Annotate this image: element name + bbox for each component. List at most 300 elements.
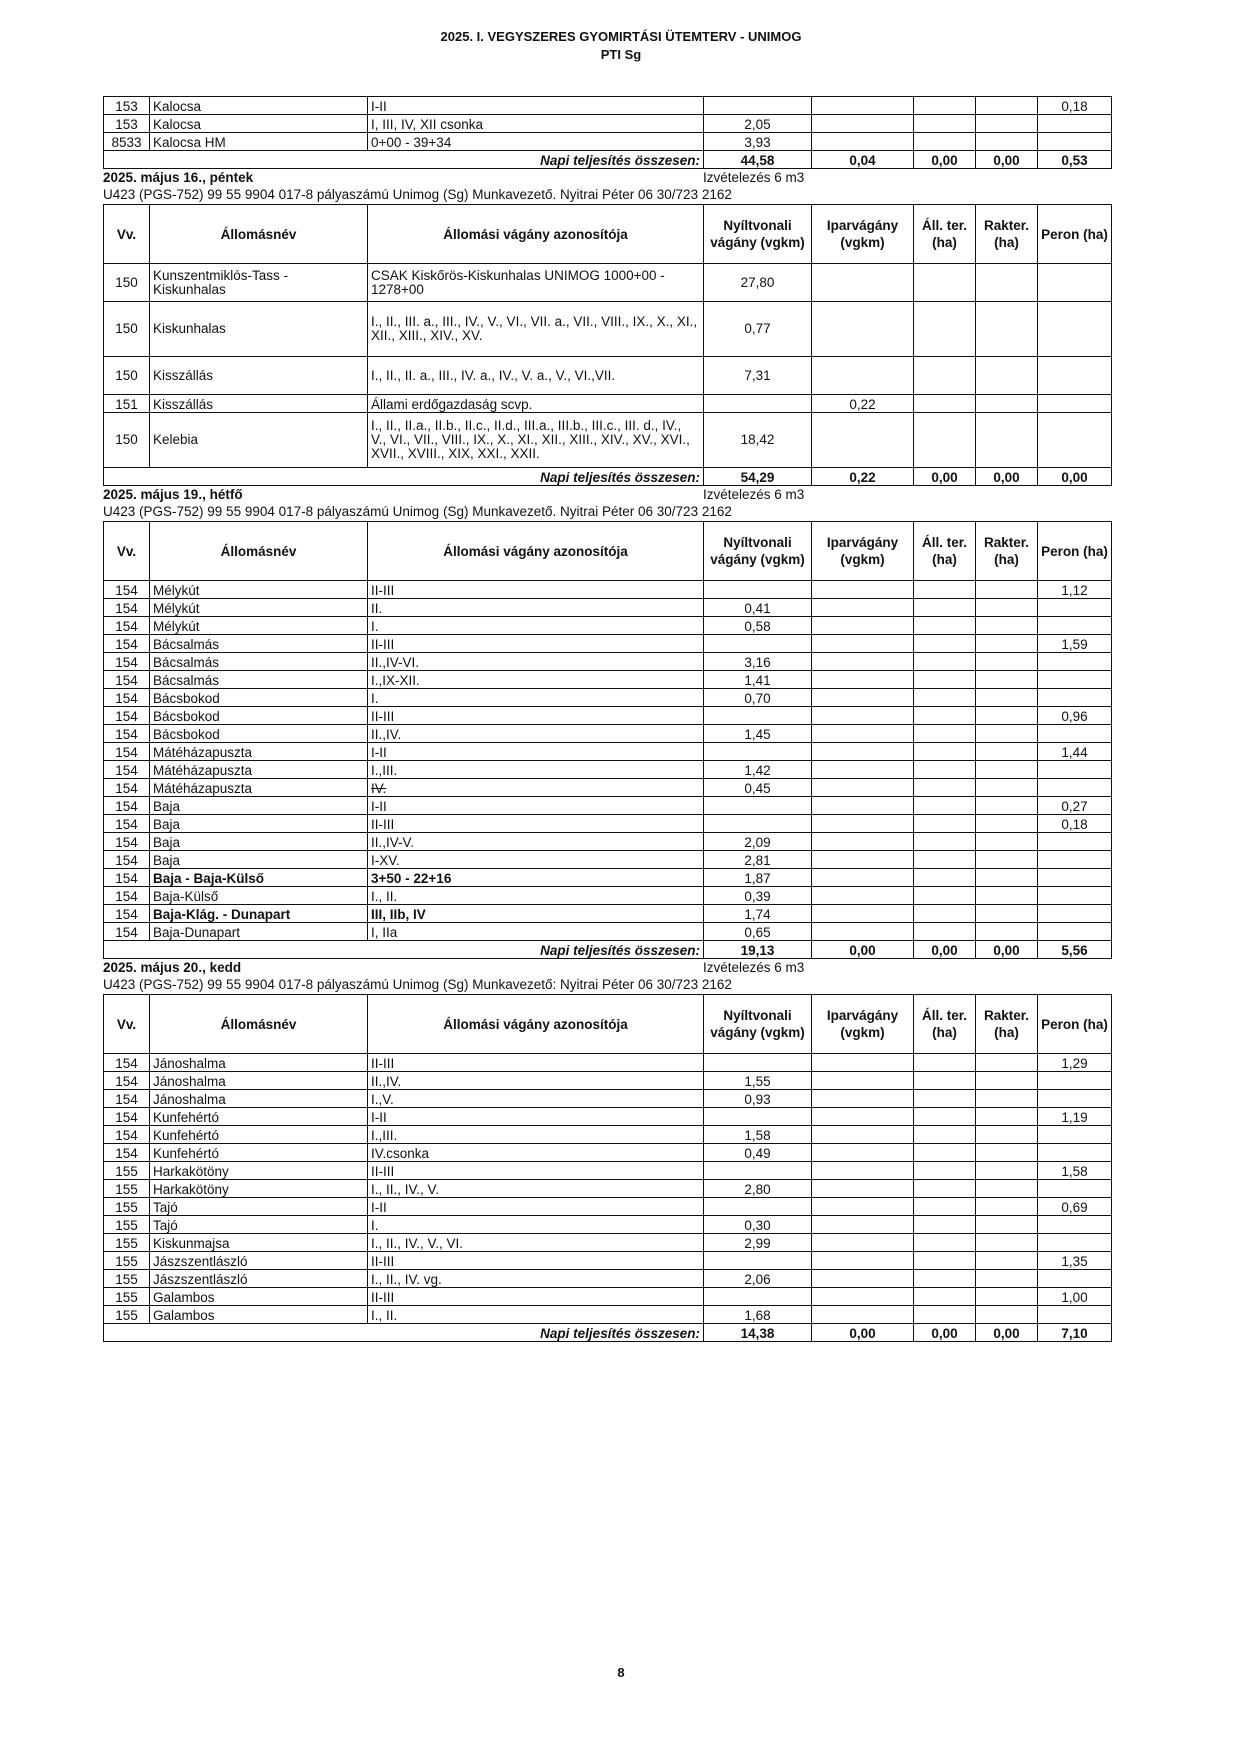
open-line-cell bbox=[704, 815, 812, 833]
open-line-cell: 3,93 bbox=[704, 133, 812, 151]
table-row bbox=[104, 707, 1112, 725]
station-cell: Bácsalmás bbox=[150, 653, 368, 671]
state-area-cell bbox=[914, 1180, 976, 1198]
station-cell: Mátéházapuszta bbox=[150, 779, 368, 797]
open-line-cell: 1,74 bbox=[704, 905, 812, 923]
state-area-cell bbox=[914, 395, 976, 413]
table-row bbox=[104, 599, 1112, 617]
vv-cell: 154 bbox=[104, 1144, 150, 1162]
state-area-cell bbox=[914, 1072, 976, 1090]
vv-cell: 154 bbox=[104, 581, 150, 599]
table-row bbox=[104, 905, 1112, 923]
storage-cell bbox=[976, 869, 1038, 887]
day-volume: Izvételezés 6 m3 bbox=[703, 487, 805, 502]
state-area-cell bbox=[914, 1108, 976, 1126]
open-line-cell: 2,99 bbox=[704, 1234, 812, 1252]
total-gap bbox=[104, 941, 368, 959]
col-state-area: Áll. ter. (ha) bbox=[914, 522, 976, 581]
platform-cell bbox=[1038, 653, 1112, 671]
open-line-cell bbox=[704, 1198, 812, 1216]
open-line-cell bbox=[704, 1252, 812, 1270]
industrial-cell bbox=[812, 357, 914, 395]
state-area-cell bbox=[914, 761, 976, 779]
station-cell: Baja bbox=[150, 797, 368, 815]
industrial-cell bbox=[812, 851, 914, 869]
state-area-cell bbox=[914, 1288, 976, 1306]
vehicle-info: U423 (PGS-752) 99 55 9904 017-8 pályaszámú Unimog (Sg) Munkavezető. Nyitrai Péter 06 30/723 2162 bbox=[103, 187, 732, 202]
open-line-cell: 2,81 bbox=[704, 851, 812, 869]
platform-cell bbox=[1038, 1180, 1112, 1198]
state-area-cell bbox=[914, 617, 976, 635]
open-line-cell bbox=[704, 97, 812, 115]
state-area-cell bbox=[914, 599, 976, 617]
storage-cell bbox=[976, 653, 1038, 671]
table-row bbox=[104, 1306, 1112, 1324]
col-open-line: Nyíltvonali vágány (vgkm) bbox=[704, 522, 812, 581]
storage-cell bbox=[976, 635, 1038, 653]
industrial-cell bbox=[812, 815, 914, 833]
state-area-cell bbox=[914, 581, 976, 599]
platform-cell bbox=[1038, 1270, 1112, 1288]
state-area-cell bbox=[914, 1144, 976, 1162]
platform-cell bbox=[1038, 905, 1112, 923]
col-platform: Peron (ha) bbox=[1038, 522, 1112, 581]
storage-cell bbox=[976, 887, 1038, 905]
table-row bbox=[104, 1216, 1112, 1234]
storage-cell bbox=[976, 1180, 1038, 1198]
vv-cell: 151 bbox=[104, 395, 150, 413]
vv-cell: 150 bbox=[104, 413, 150, 468]
track-cell: III, IIb, IV bbox=[368, 905, 704, 923]
total-industrial: 0,22 bbox=[812, 468, 914, 486]
platform-cell: 1,29 bbox=[1038, 1054, 1112, 1072]
industrial-cell bbox=[812, 689, 914, 707]
storage-cell bbox=[976, 1198, 1038, 1216]
industrial-cell bbox=[812, 599, 914, 617]
platform-cell: 1,35 bbox=[1038, 1252, 1112, 1270]
table-row bbox=[104, 815, 1112, 833]
storage-cell bbox=[976, 97, 1038, 115]
open-line-cell bbox=[704, 581, 812, 599]
open-line-cell: 7,31 bbox=[704, 357, 812, 395]
storage-cell bbox=[976, 923, 1038, 941]
open-line-cell: 0,65 bbox=[704, 923, 812, 941]
storage-cell bbox=[976, 1270, 1038, 1288]
table-row bbox=[104, 617, 1112, 635]
station-cell: Jászszentlászló bbox=[150, 1270, 368, 1288]
table-row bbox=[104, 133, 1112, 151]
storage-cell bbox=[976, 707, 1038, 725]
industrial-cell bbox=[812, 1072, 914, 1090]
open-line-cell bbox=[704, 797, 812, 815]
storage-cell bbox=[976, 905, 1038, 923]
total-state-area: 0,00 bbox=[914, 468, 976, 486]
track-cell: II-III bbox=[368, 1054, 704, 1072]
station-cell: Kisszállás bbox=[150, 357, 368, 395]
station-cell: Baja-Klág. - Dunapart bbox=[150, 905, 368, 923]
top-table bbox=[103, 96, 1112, 169]
state-area-cell bbox=[914, 1306, 976, 1324]
open-line-cell: 1,41 bbox=[704, 671, 812, 689]
industrial-cell: 0,22 bbox=[812, 395, 914, 413]
day-meta bbox=[103, 959, 1111, 976]
industrial-cell bbox=[812, 413, 914, 468]
state-area-cell bbox=[914, 815, 976, 833]
vv-cell: 154 bbox=[104, 743, 150, 761]
industrial-cell bbox=[812, 887, 914, 905]
col-track: Állomási vágány azonosítója bbox=[368, 995, 704, 1054]
vv-cell: 150 bbox=[104, 302, 150, 357]
table-row bbox=[104, 1162, 1112, 1180]
track-cell: II.,IV-VI. bbox=[368, 653, 704, 671]
track-cell: I., II. bbox=[368, 887, 704, 905]
station-cell: Mélykút bbox=[150, 599, 368, 617]
daily-total-row bbox=[104, 1324, 1112, 1342]
daily-total-row bbox=[104, 468, 1112, 486]
table-row bbox=[104, 635, 1112, 653]
track-cell: I-II bbox=[368, 97, 704, 115]
platform-cell: 0,69 bbox=[1038, 1198, 1112, 1216]
open-line-cell bbox=[704, 743, 812, 761]
open-line-cell: 18,42 bbox=[704, 413, 812, 468]
col-station: Állomásnév bbox=[150, 995, 368, 1054]
platform-cell: 0,18 bbox=[1038, 97, 1112, 115]
storage-cell bbox=[976, 1288, 1038, 1306]
table-row bbox=[104, 797, 1112, 815]
vv-cell: 155 bbox=[104, 1234, 150, 1252]
vehicle-info: U423 (PGS-752) 99 55 9904 017-8 pályaszámú Unimog (Sg) Munkavezető. Nyitrai Péter 06 30/723 2162 bbox=[103, 504, 732, 519]
station-cell: Kiskunmajsa bbox=[150, 1234, 368, 1252]
track-cell: I., II., IV. vg. bbox=[368, 1270, 704, 1288]
platform-cell: 1,12 bbox=[1038, 581, 1112, 599]
vv-cell: 154 bbox=[104, 1072, 150, 1090]
vv-cell: 155 bbox=[104, 1162, 150, 1180]
open-line-cell: 0,39 bbox=[704, 887, 812, 905]
open-line-cell: 1,55 bbox=[704, 1072, 812, 1090]
open-line-cell bbox=[704, 1162, 812, 1180]
track-cell: I., II., III. a., III., IV., V., VI., VII. a., VII., VIII., IX., X., XI., XII., XIII., XIV., XV. bbox=[368, 302, 704, 357]
total-storage: 0,00 bbox=[976, 468, 1038, 486]
total-open-line: 54,29 bbox=[704, 468, 812, 486]
vv-cell: 154 bbox=[104, 1108, 150, 1126]
track-cell: I. bbox=[368, 1216, 704, 1234]
platform-cell bbox=[1038, 133, 1112, 151]
track-cell: I-XV. bbox=[368, 851, 704, 869]
industrial-cell bbox=[812, 905, 914, 923]
track-cell: I. bbox=[368, 617, 704, 635]
industrial-cell bbox=[812, 707, 914, 725]
total-state-area: 0,00 bbox=[914, 941, 976, 959]
col-vv: Vv. bbox=[104, 205, 150, 264]
state-area-cell bbox=[914, 264, 976, 302]
storage-cell bbox=[976, 1234, 1038, 1252]
station-cell: Baja - Baja-Külső bbox=[150, 869, 368, 887]
vv-cell: 154 bbox=[104, 1126, 150, 1144]
vv-cell: 154 bbox=[104, 923, 150, 941]
table-row bbox=[104, 833, 1112, 851]
storage-cell bbox=[976, 1144, 1038, 1162]
day-table bbox=[103, 994, 1112, 1342]
state-area-cell bbox=[914, 905, 976, 923]
platform-cell bbox=[1038, 671, 1112, 689]
station-cell: Baja-Dunapart bbox=[150, 923, 368, 941]
table-row bbox=[104, 395, 1112, 413]
vv-cell: 155 bbox=[104, 1180, 150, 1198]
total-industrial: 0,04 bbox=[812, 151, 914, 169]
table-row bbox=[104, 653, 1112, 671]
industrial-cell bbox=[812, 302, 914, 357]
industrial-cell bbox=[812, 1108, 914, 1126]
station-cell: Jánoshalma bbox=[150, 1072, 368, 1090]
state-area-cell bbox=[914, 653, 976, 671]
vv-cell: 154 bbox=[104, 725, 150, 743]
track-cell: II-III bbox=[368, 581, 704, 599]
open-line-cell: 2,05 bbox=[704, 115, 812, 133]
industrial-cell bbox=[812, 1090, 914, 1108]
platform-cell: 1,00 bbox=[1038, 1288, 1112, 1306]
state-area-cell bbox=[914, 1162, 976, 1180]
station-cell: Bácsbokod bbox=[150, 689, 368, 707]
vv-cell: 155 bbox=[104, 1198, 150, 1216]
vv-cell: 154 bbox=[104, 707, 150, 725]
table-row bbox=[104, 851, 1112, 869]
state-area-cell bbox=[914, 1198, 976, 1216]
vv-cell: 154 bbox=[104, 779, 150, 797]
industrial-cell bbox=[812, 1270, 914, 1288]
open-line-cell: 0,45 bbox=[704, 779, 812, 797]
col-platform: Peron (ha) bbox=[1038, 205, 1112, 264]
storage-cell bbox=[976, 599, 1038, 617]
table-row bbox=[104, 725, 1112, 743]
total-open-line: 44,58 bbox=[704, 151, 812, 169]
track-cell: I-II bbox=[368, 797, 704, 815]
vv-cell: 155 bbox=[104, 1252, 150, 1270]
total-gap bbox=[104, 151, 368, 169]
total-gap bbox=[104, 1324, 368, 1342]
track-cell: I., II., IV., V., VI. bbox=[368, 1234, 704, 1252]
industrial-cell bbox=[812, 653, 914, 671]
storage-cell bbox=[976, 395, 1038, 413]
station-cell: Galambos bbox=[150, 1306, 368, 1324]
col-platform: Peron (ha) bbox=[1038, 995, 1112, 1054]
table-header-row bbox=[104, 995, 1112, 1054]
track-cell: II-III bbox=[368, 1252, 704, 1270]
storage-cell bbox=[976, 815, 1038, 833]
industrial-cell bbox=[812, 797, 914, 815]
open-line-cell: 3,16 bbox=[704, 653, 812, 671]
vv-cell: 155 bbox=[104, 1306, 150, 1324]
platform-cell bbox=[1038, 1234, 1112, 1252]
station-cell: Baja bbox=[150, 815, 368, 833]
track-cell: II-III bbox=[368, 707, 704, 725]
table-row bbox=[104, 689, 1112, 707]
table-row bbox=[104, 743, 1112, 761]
vv-cell: 150 bbox=[104, 264, 150, 302]
state-area-cell bbox=[914, 1216, 976, 1234]
station-cell: Baja bbox=[150, 851, 368, 869]
storage-cell bbox=[976, 302, 1038, 357]
station-cell: Harkakötöny bbox=[150, 1180, 368, 1198]
table-row bbox=[104, 761, 1112, 779]
page-subtitle: PTI Sg bbox=[600, 47, 642, 62]
vv-cell: 155 bbox=[104, 1270, 150, 1288]
state-area-cell bbox=[914, 357, 976, 395]
vv-cell: 153 bbox=[104, 115, 150, 133]
vv-cell: 155 bbox=[104, 1288, 150, 1306]
platform-cell bbox=[1038, 923, 1112, 941]
col-industrial: Iparvágány (vgkm) bbox=[812, 995, 914, 1054]
station-cell: Bácsbokod bbox=[150, 725, 368, 743]
track-cell: 3+50 - 22+16 bbox=[368, 869, 704, 887]
col-station: Állomásnév bbox=[150, 522, 368, 581]
station-cell: Mélykút bbox=[150, 617, 368, 635]
storage-cell bbox=[976, 115, 1038, 133]
industrial-cell bbox=[812, 1144, 914, 1162]
day-date: 2025. május 20., kedd bbox=[103, 960, 242, 975]
track-cell: I.,III. bbox=[368, 1126, 704, 1144]
open-line-cell: 0,58 bbox=[704, 617, 812, 635]
table-row bbox=[104, 671, 1112, 689]
track-cell: II. bbox=[368, 599, 704, 617]
open-line-cell: 1,45 bbox=[704, 725, 812, 743]
track-cell: I-II bbox=[368, 1108, 704, 1126]
track-cell: CSAK Kiskőrös-Kiskunhalas UNIMOG 1000+00 - 1278+00 bbox=[368, 264, 704, 302]
open-line-cell: 0,49 bbox=[704, 1144, 812, 1162]
table-row bbox=[104, 1252, 1112, 1270]
storage-cell bbox=[976, 797, 1038, 815]
daily-total-label: Napi teljesítés összesen: bbox=[368, 151, 704, 169]
platform-cell: 0,96 bbox=[1038, 707, 1112, 725]
station-cell: Kalocsa bbox=[150, 115, 368, 133]
daily-total-label: Napi teljesítés összesen: bbox=[368, 941, 704, 959]
station-cell: Bácsbokod bbox=[150, 707, 368, 725]
vv-cell: 154 bbox=[104, 635, 150, 653]
total-storage: 0,00 bbox=[976, 941, 1038, 959]
total-platform: 7,10 bbox=[1038, 1324, 1112, 1342]
table-row bbox=[104, 1270, 1112, 1288]
industrial-cell bbox=[812, 779, 914, 797]
track-cell: 0+00 - 39+34 bbox=[368, 133, 704, 151]
track-cell: II-III bbox=[368, 1288, 704, 1306]
day-volume: Izvételezés 6 m3 bbox=[703, 960, 805, 975]
state-area-cell bbox=[914, 707, 976, 725]
open-line-cell: 1,68 bbox=[704, 1306, 812, 1324]
industrial-cell bbox=[812, 1288, 914, 1306]
col-storage: Rakter. (ha) bbox=[976, 995, 1038, 1054]
station-cell: Bácsalmás bbox=[150, 635, 368, 653]
table-row bbox=[104, 779, 1112, 797]
storage-cell bbox=[976, 1090, 1038, 1108]
storage-cell bbox=[976, 617, 1038, 635]
platform-cell bbox=[1038, 357, 1112, 395]
state-area-cell bbox=[914, 1054, 976, 1072]
platform-cell bbox=[1038, 887, 1112, 905]
col-industrial: Iparvágány (vgkm) bbox=[812, 522, 914, 581]
platform-cell bbox=[1038, 1306, 1112, 1324]
track-cell: I, IIa bbox=[368, 923, 704, 941]
industrial-cell bbox=[812, 1306, 914, 1324]
storage-cell bbox=[976, 357, 1038, 395]
open-line-cell bbox=[704, 1108, 812, 1126]
vv-cell: 155 bbox=[104, 1216, 150, 1234]
day-meta bbox=[103, 169, 1111, 186]
vv-cell: 154 bbox=[104, 797, 150, 815]
station-cell: Galambos bbox=[150, 1288, 368, 1306]
table-row bbox=[104, 115, 1112, 133]
platform-cell bbox=[1038, 302, 1112, 357]
station-cell: Jánoshalma bbox=[150, 1054, 368, 1072]
track-cell: I., II., II.a., II.b., II.c., II.d., III.a., III.b., III.c., III. d., IV., V., VI., VII., VIII., IX., X., XI., XII., XIII., XIV., XV., XVI., XVII., XVIII., XIX, XXI., XXII. bbox=[368, 413, 704, 468]
state-area-cell bbox=[914, 743, 976, 761]
page-title: 2025. I. VEGYSZERES GYOMIRTÁSI ÜTEMTERV - UNIMOG bbox=[440, 29, 802, 44]
platform-cell bbox=[1038, 1072, 1112, 1090]
industrial-cell bbox=[812, 869, 914, 887]
open-line-cell: 27,80 bbox=[704, 264, 812, 302]
state-area-cell bbox=[914, 1126, 976, 1144]
station-cell: Tajó bbox=[150, 1216, 368, 1234]
state-area-cell bbox=[914, 833, 976, 851]
vv-cell: 154 bbox=[104, 1090, 150, 1108]
state-area-cell bbox=[914, 413, 976, 468]
page-number: 8 bbox=[617, 1665, 625, 1680]
track-cell: I., II. bbox=[368, 1306, 704, 1324]
industrial-cell bbox=[812, 264, 914, 302]
open-line-cell: 2,80 bbox=[704, 1180, 812, 1198]
storage-cell bbox=[976, 779, 1038, 797]
station-cell: Kunfehértó bbox=[150, 1108, 368, 1126]
storage-cell bbox=[976, 1162, 1038, 1180]
storage-cell bbox=[976, 1072, 1038, 1090]
track-cell: I-II bbox=[368, 1198, 704, 1216]
state-area-cell bbox=[914, 1234, 976, 1252]
storage-cell bbox=[976, 833, 1038, 851]
storage-cell bbox=[976, 413, 1038, 468]
open-line-cell: 0,93 bbox=[704, 1090, 812, 1108]
platform-cell bbox=[1038, 413, 1112, 468]
open-line-cell: 1,58 bbox=[704, 1126, 812, 1144]
track-cell: II.,IV. bbox=[368, 725, 704, 743]
table-row bbox=[104, 1108, 1112, 1126]
track-cell: I-II bbox=[368, 743, 704, 761]
col-vv: Vv. bbox=[104, 995, 150, 1054]
total-open-line: 14,38 bbox=[704, 1324, 812, 1342]
open-line-cell bbox=[704, 395, 812, 413]
state-area-cell bbox=[914, 779, 976, 797]
total-storage: 0,00 bbox=[976, 1324, 1038, 1342]
industrial-cell bbox=[812, 761, 914, 779]
vv-cell: 153 bbox=[104, 97, 150, 115]
station-cell: Kiskunhalas bbox=[150, 302, 368, 357]
station-cell: Kelebia bbox=[150, 413, 368, 468]
vv-cell: 154 bbox=[104, 1054, 150, 1072]
open-line-cell: 0,30 bbox=[704, 1216, 812, 1234]
day-table bbox=[103, 521, 1112, 959]
track-cell: I., II., IV., V. bbox=[368, 1180, 704, 1198]
state-area-cell bbox=[914, 302, 976, 357]
vv-cell: 154 bbox=[104, 671, 150, 689]
industrial-cell bbox=[812, 1216, 914, 1234]
state-area-cell bbox=[914, 97, 976, 115]
open-line-cell bbox=[704, 635, 812, 653]
platform-cell bbox=[1038, 395, 1112, 413]
station-cell: Mélykút bbox=[150, 581, 368, 599]
table-row bbox=[104, 923, 1112, 941]
vv-cell: 154 bbox=[104, 653, 150, 671]
platform-cell bbox=[1038, 833, 1112, 851]
total-platform: 0,53 bbox=[1038, 151, 1112, 169]
vv-cell: 154 bbox=[104, 833, 150, 851]
open-line-cell: 0,41 bbox=[704, 599, 812, 617]
